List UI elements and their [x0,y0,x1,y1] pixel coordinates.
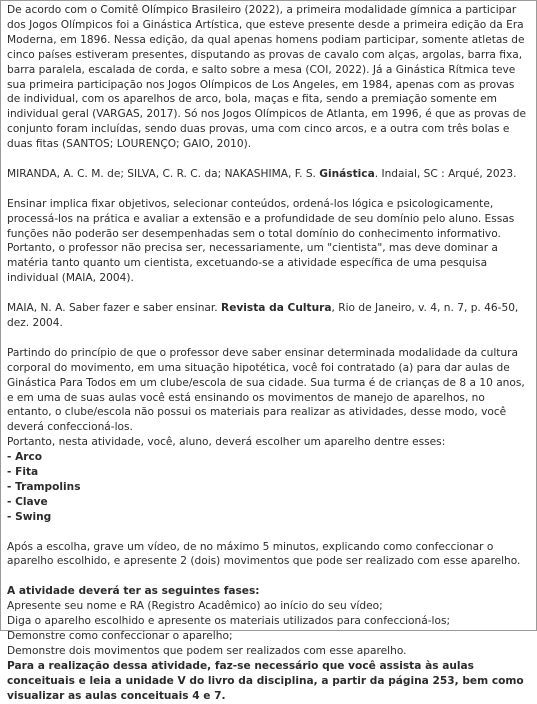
activity-text [7,3,531,704]
scenario-paragraph: Partindo do princípio de que o professor deve saber ensinar determinada modalidade da cultura corporal do movimento, em uma situação hipotética, você foi contratado (a) para dar aulas de Ginástica Para Todos em um clube/escola de sua cidade. Sua turma é de crianças de 8 a 10 anos, e em uma de suas aulas você está ensinando os movimentos de manejo de aparelhos, no entanto, o clube/escola não possui os materiais para realizar as atividades, desse modo, você deverá confeccioná-los. [7,346,525,434]
reference-publisher: . Indaial, SC : Arqué, 2023. [374,167,517,180]
phases-heading: A atividade deverá ter as seguintes fases: [7,585,260,598]
reference-publisher: , Rio de Janeiro, v. 4, n. 7, p. 46-50, dez. 2004. [7,302,519,329]
list-item: - Arco [7,451,43,464]
list-item: - Clave [7,495,48,508]
list-item: - Trampolins [7,480,81,493]
reference-authors: MAIA, N. A. Saber fazer e saber ensinar. [7,302,222,315]
list-item: - Swing [7,510,52,523]
list-item: Demonstre como confeccionar o aparelho; [7,629,233,642]
video-instruction-paragraph: Após a escolha, grave um vídeo, de no máximo 5 minutos, explicando como confeccionar o aparelho escolhido, e apresente 2 (dois) movimentos que pode ser realizado com esse aparelho. [7,540,521,568]
apparatus-list [7,450,531,525]
intro-paragraph: De acordo com o Comitê Olímpico Brasileiro (2022), a primeira modalidade gímnica a participar dos Jogos Olímpicos foi a Ginástica Artística, que esteve presente desde a primeira edição da Era Moderna, em 1896. Nessa edição, da qual apenas homens podiam participar, somente atletas de cinco países estiveram presentes, disputando as provas de cavalo com alças, argolas, barra fixa, barra paralela, escalada de corda, e salto sobre a mesa (COI, 2022). Já a Ginástica Rítmica teve sua primeira participação nos Jogos Olímpicos de Los Angeles, em 1984, apenas com as provas de individual, com os aparelhos de arco, bola, maças e fita, sendo a premiação somente em individual geral (VARGAS, 2017). Só nos Jogos Olímpicos de Atlanta, em 1996, é que as provas de conjunto foram incluídas, sendo duas provas, uma com cinco arcos, e a outra com três bolas e duas fitas (SANTOS; LOURENÇO; GAIO, 2010). [7,4,527,151]
list-item: - Fita [7,466,39,479]
final-note: Para a realização dessa atividade, faz-se necessário que você assista às aulas conceituais e leia a unidade V do livro da disciplina, a partir da página 253, bem como visualizar as aulas conceituais 4 e 7. [7,659,524,702]
reference-title: Revista da Cultura [221,302,332,315]
reference-authors: MIRANDA, A. C. M. de; SILVA, C. R. C. da; NAKASHIMA, F. S. [7,167,320,180]
reference-title: Ginástica [319,167,375,180]
list-item: Diga o aparelho escolhido e apresente os materiais utilizados para confeccioná-los; [7,615,451,628]
list-item: Apresente seu nome e RA (Registro Acadêmico) ao início do seu vídeo; [7,600,383,613]
teaching-paragraph: Ensinar implica fixar objetivos, selecionar conteúdos, ordená-los lógica e psicologicamente, processá-los na prática e avaliar a extensão e a profundidade de seu domínio pelo aluno. Essas funções não poderão ser desempenhadas sem o total domínio do conhecimento informativo. Portanto, o professor não precisa ser, necessariamente, um "cientista", mas deve dominar a matéria tanto quanto um cientista, excetuando-se a atividade específica de uma pesquisa individual (MAIA, 2004). [7,197,515,285]
phases-list [7,599,531,659]
reference-maia [7,301,531,331]
reference-miranda [7,167,531,182]
choose-apparatus-instruction: Portanto, nesta atividade, você, aluno, deverá escolher um aparelho dentre esses: [7,436,446,449]
list-item: Demonstre dois movimentos que podem ser realizados com esse aparelho. [7,644,407,657]
